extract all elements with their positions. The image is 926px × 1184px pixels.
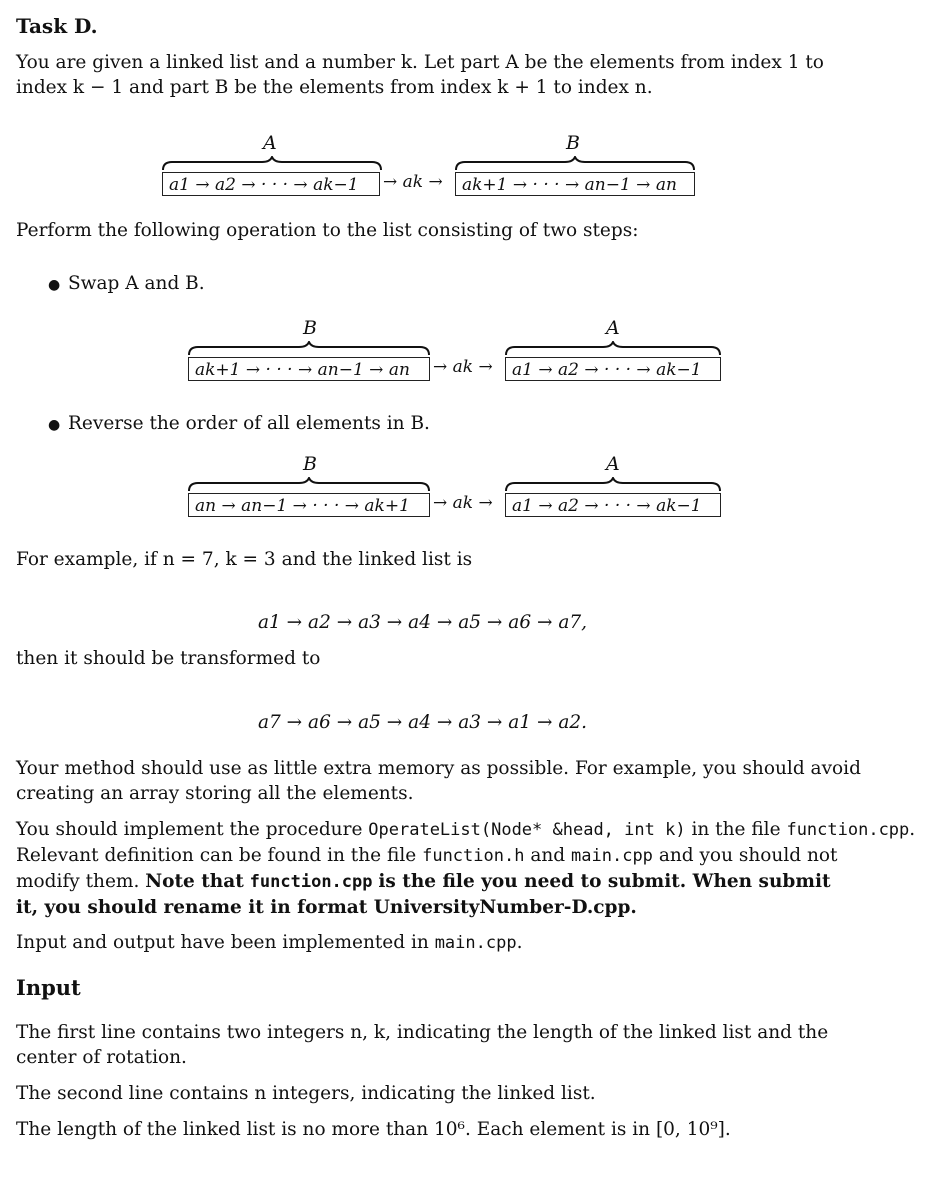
- bullet-2: ●: [48, 417, 61, 433]
- impl-text: in the file: [691, 819, 781, 840]
- brace-a: [505, 477, 721, 493]
- example-text: For example, if n = 7, k = 3 and the linked list is: [16, 549, 473, 570]
- input-line-1: The first line contains two integers n, k, indicating the length of the linked list and the: [16, 1022, 829, 1043]
- input-line-2: center of rotation.: [16, 1047, 187, 1068]
- label-b: B: [303, 453, 317, 475]
- impl-line-2: [16, 845, 837, 866]
- brace-a: [505, 341, 721, 357]
- impl-text: and: [530, 845, 566, 866]
- brace-b: [188, 477, 430, 493]
- io-line: [16, 932, 522, 953]
- label-a: A: [606, 453, 620, 475]
- brace-b: [455, 156, 695, 172]
- label-a: A: [263, 132, 277, 154]
- code-main: main.cpp: [434, 933, 517, 953]
- code-main: main.cpp: [571, 846, 653, 866]
- impl-text: Relevant definition can be found in the file: [16, 845, 417, 866]
- input-line-3: The second line contains n integers, indicating the linked list.: [16, 1083, 596, 1104]
- impl-note: Note that: [145, 871, 244, 892]
- impl-text: You should implement the procedure: [16, 819, 363, 840]
- code-header: function.h: [422, 846, 525, 866]
- bullet-1: ●: [48, 277, 61, 293]
- impl-line-4: it, you should rename it in format UniversityNumber-D.cpp.: [16, 897, 637, 918]
- impl-line-3: [16, 871, 831, 892]
- middle-ak: → ak →: [433, 493, 493, 513]
- impl-text: modify them.: [16, 871, 140, 892]
- example-list: a1 → a2 → a3 → a4 → a5 → a6 → a7,: [258, 612, 588, 633]
- box-part-b: ak+1 → · · · → an−1 → an: [455, 172, 695, 196]
- middle-ak: → ak →: [433, 357, 493, 377]
- perform-text: Perform the following operation to the list consisting of two steps:: [16, 220, 639, 241]
- box-part-a: a1 → a2 → · · · → ak−1: [162, 172, 380, 196]
- code-procedure: OperateList(Node* &head, int k): [368, 820, 686, 840]
- impl-line-1: [16, 819, 915, 840]
- input-line-4: The length of the linked list is no more than 10⁶. Each element is in [0, 10⁹].: [16, 1119, 731, 1140]
- io-period: .: [516, 932, 523, 953]
- memory-line-2: creating an array storing all the elements.: [16, 783, 414, 804]
- code-file: function.cpp: [786, 820, 910, 840]
- result-list: a7 → a6 → a5 → a4 → a3 → a1 → a2.: [258, 712, 588, 733]
- impl-text: and you should not: [658, 845, 838, 866]
- impl-note: is the file you need to submit. When submit: [378, 871, 831, 892]
- box-part-b: ak+1 → · · · → an−1 → an: [188, 357, 430, 381]
- box-part-a: a1 → a2 → · · · → ak−1: [505, 493, 721, 517]
- then-text: then it should be transformed to: [16, 648, 321, 669]
- brace-b: [188, 341, 430, 357]
- input-heading: Input: [16, 975, 81, 1000]
- label-a: A: [606, 317, 620, 339]
- task-title: Task D.: [16, 14, 98, 38]
- intro-line-1: You are given a linked list and a number k. Let part A be the elements from index 1 to: [16, 52, 824, 73]
- label-b: B: [566, 132, 580, 154]
- box-part-a: a1 → a2 → · · · → ak−1: [505, 357, 721, 381]
- code-submit-file: function.cpp: [249, 872, 373, 892]
- intro-line-2: index k − 1 and part B be the elements from index k + 1 to index n.: [16, 77, 653, 98]
- box-part-b: an → an−1 → · · · → ak+1: [188, 493, 430, 517]
- memory-line-1: Your method should use as little extra memory as possible. For example, you should avoid: [16, 758, 861, 779]
- middle-ak: → ak →: [383, 172, 443, 192]
- step-1: Swap A and B.: [68, 273, 205, 294]
- label-b: B: [303, 317, 317, 339]
- io-text: Input and output have been implemented in: [16, 932, 429, 953]
- brace-a: [162, 156, 382, 172]
- impl-period: .: [909, 819, 916, 840]
- step-2: Reverse the order of all elements in B.: [68, 413, 430, 434]
